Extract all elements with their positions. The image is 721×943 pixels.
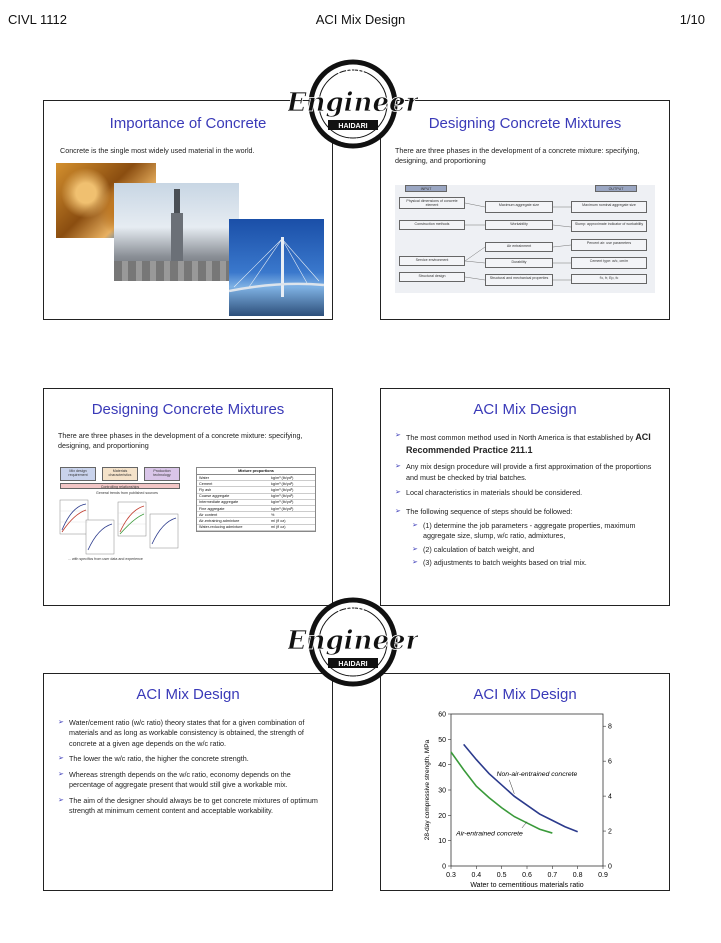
table-cell: Intermediate aggregate	[199, 500, 239, 505]
table-cell: kg/m³ (lb/yd³)	[271, 494, 294, 499]
output-box: Maximum nominal aggregate size	[571, 201, 647, 213]
table-cell: kg/m³ (lb/yd³)	[271, 487, 294, 492]
y2-tick-label: 0	[608, 863, 612, 871]
bullet-list	[58, 718, 324, 822]
bullet-item: ➢ The following sequence of steps should be followed: ➢ (1) determine the job parameters - aggregate properties, maximum aggregate size, slump, w/c ratio, admixtures, ➢ (2) calculation of batch weight, and ➢ (3) adjustments to batch weights based on trial mix.	[395, 507, 661, 568]
bullet-item: ➢ Water/cement ratio (w/c ratio) theory states that for a given combination of materials and as long as workable consistency is obtained, the strength of concrete at a given age depends on the w/c ratio.	[58, 718, 324, 749]
production-box: Production technology	[144, 467, 180, 481]
bullet-item: ➢ The most common method used in North America is that established by ACI Recommended Practice 211.1	[395, 431, 661, 457]
controlling-relationships-diagram	[58, 467, 186, 569]
table-cell: kg/m³ (lb/yd³)	[271, 475, 294, 480]
table-row	[197, 525, 315, 531]
slide-title: ACI Mix Design	[136, 686, 240, 703]
series-label: Air-entrained concrete	[456, 830, 523, 838]
slide-designing-concrete-mixtures-2	[43, 388, 333, 606]
y2-tick-label: 2	[608, 828, 612, 836]
table-cell: ml (fl oz)	[271, 525, 286, 530]
slide-aci-mix-design-1	[380, 388, 670, 606]
table-cell: Fine aggregate	[199, 506, 225, 511]
skyscraper-photo	[114, 183, 239, 281]
x-tick-label: 0.6	[522, 872, 532, 879]
table-title: Mixture proportions	[197, 468, 315, 475]
input-box: Service environment	[399, 256, 465, 266]
document-title: ACI Mix Design	[315, 12, 406, 27]
x-tick-label: 0.9	[598, 872, 608, 879]
table-cell: kg/m³ (lb/yd³)	[271, 500, 294, 505]
y2-tick-label: 8	[608, 723, 612, 731]
slide-text: Concrete is the single most widely used material in the world.	[60, 146, 255, 155]
logo-script-text: Engineer	[288, 626, 418, 656]
logo-stars: ★ ★ ★ ★	[339, 138, 367, 144]
y-tick-label: 30	[438, 787, 446, 795]
y-tick-label: 10	[438, 838, 446, 846]
slide-title: Designing Concrete Mixtures	[428, 115, 622, 132]
logo-script-text: Engineer	[288, 88, 418, 118]
series-label: Non-air-entrained concrete	[496, 771, 578, 779]
logo-bottom-text: HAIDARI	[338, 661, 368, 668]
plot-frame	[451, 714, 603, 866]
series-line	[451, 752, 552, 833]
logo-bottom-text: HAIDARI	[338, 123, 368, 130]
y-tick-label: 20	[438, 812, 446, 820]
slide-title: Designing Concrete Mixtures	[91, 401, 285, 418]
strength-vs-wc-chart	[381, 702, 670, 891]
table-cell: kg/m³ (lb/yd³)	[271, 506, 294, 511]
y-axis-label: 28-day compressive strength, MPa	[424, 739, 431, 841]
bullet-item: ➢ Whereas strength depends on the w/c ratio, economy depends on the percentage of aggregate present that would still give a workable mix.	[58, 770, 324, 791]
middle-box: Workability	[485, 220, 553, 230]
table-cell: Air content	[199, 512, 218, 517]
step-item: ➢ (2) calculation of batch weight, and	[412, 545, 661, 555]
output-label: OUTPUT	[595, 185, 637, 192]
middle-box: Structural and mechanical properties	[485, 274, 553, 286]
slide-designing-concrete-mixtures-1	[380, 100, 670, 320]
slide-title: ACI Mix Design	[473, 686, 577, 703]
bullet-item: ➢ Local characteristics in materials should be considered.	[395, 488, 661, 498]
flow-diagram	[395, 185, 655, 293]
x-tick-label: 0.7	[547, 872, 558, 879]
input-box: Structural design	[399, 272, 465, 282]
leader-line	[522, 822, 527, 828]
output-box: Percent air: use parameters	[571, 239, 647, 251]
table-cell: Water-reducing admixture	[199, 525, 243, 530]
x-tick-label: 0.5	[496, 872, 507, 879]
output-box: Cement type: w/c, cm/m	[571, 257, 647, 269]
input-label: INPUT	[405, 185, 447, 192]
civil-engineer-logo	[288, 596, 418, 688]
table-cell: Coarse aggregate	[199, 494, 230, 499]
trend-chart-caption: General trends from published sources	[96, 491, 158, 495]
y2-tick-label: 6	[608, 758, 612, 766]
course-code: CIVL 1112	[8, 12, 68, 27]
x-tick-label: 0.4	[471, 872, 482, 879]
x-tick-label: 0.3	[446, 872, 456, 879]
output-box: f'c, fr, Ep, fc	[571, 274, 647, 284]
table-cell: ml (fl oz)	[271, 518, 286, 523]
bullet-item: ➢ The lower the w/c ratio, the higher the concrete strength.	[58, 754, 324, 764]
table-cell: kg/m³ (lb/yd³)	[271, 481, 294, 486]
requirement-box: Mix design requirement	[60, 467, 96, 481]
bridge-photo	[229, 219, 324, 316]
slide-text: There are three phases in the development of a concrete mixture: specifying, designing, and proportioning	[395, 146, 640, 166]
input-box: Physical dimensions of concrete element	[399, 197, 465, 209]
middle-box: Durability	[485, 258, 553, 268]
input-box: Construction methods	[399, 220, 465, 230]
logo-top-text: CIVIL	[337, 67, 369, 77]
bullet-list	[395, 431, 661, 574]
page-number: 1/10	[679, 12, 705, 27]
slide-aci-mix-design-chart	[380, 673, 670, 891]
y-tick-label: 60	[438, 711, 446, 719]
middle-box: Maximum aggregate size	[485, 201, 553, 213]
table-cell: Cement	[199, 481, 213, 486]
steps-list	[412, 521, 661, 569]
materials-box: Materials characteristics	[102, 467, 138, 481]
bullet-item: ➢ The aim of the designer should always be to get concrete mixtures of optimum strength at minimum cement content and acceptable workability.	[58, 796, 324, 817]
bullet-item: ➢ Any mix design procedure will provide a first approximation of the proportions and must be checked by trial batches.	[395, 462, 661, 483]
x-axis-label: Water to cementitious materials ratio	[470, 882, 584, 889]
y-tick-label: 0	[442, 863, 446, 871]
controlling-relationships-bar: Controlling relationships	[60, 483, 180, 489]
table-cell: Air-entraining admixture	[199, 518, 240, 523]
y-tick-label: 50	[438, 736, 446, 744]
y-tick-label: 40	[438, 762, 446, 770]
table-cell: Fly ash	[199, 487, 212, 492]
step-item: ➢ (3) adjustments to batch weights based on trial mix.	[412, 558, 661, 568]
aci-practice-reference: ACI Recommended Practice 211.1	[406, 432, 651, 456]
slide-text: There are three phases in the development of a concrete mixture: specifying, designing, and proportioning	[58, 431, 303, 451]
slide-title: Importance of Concrete	[109, 115, 267, 132]
footnote: ... with specifics from user data and experience	[68, 557, 143, 561]
logo-top-text: CIVIL	[337, 605, 369, 615]
middle-box: Air entrainment	[485, 242, 553, 252]
series-line	[464, 744, 578, 831]
slide-aci-mix-design-2	[43, 673, 333, 891]
table-cell: Water	[199, 475, 209, 480]
x-tick-label: 0.8	[572, 872, 583, 879]
mixture-proportions-table	[196, 467, 316, 532]
table-cell: %	[271, 512, 275, 517]
output-box: Slump: approximate indicator of workability	[571, 220, 647, 232]
y2-tick-label: 4	[608, 793, 612, 801]
logo-stars: ★ ★ ★ ★	[339, 676, 367, 682]
step-item: ➢ (1) determine the job parameters - aggregate properties, maximum aggregate size, slump, w/c ratio, admixtures,	[412, 521, 661, 542]
civil-engineer-logo	[288, 58, 418, 150]
slide-title: ACI Mix Design	[473, 401, 577, 418]
